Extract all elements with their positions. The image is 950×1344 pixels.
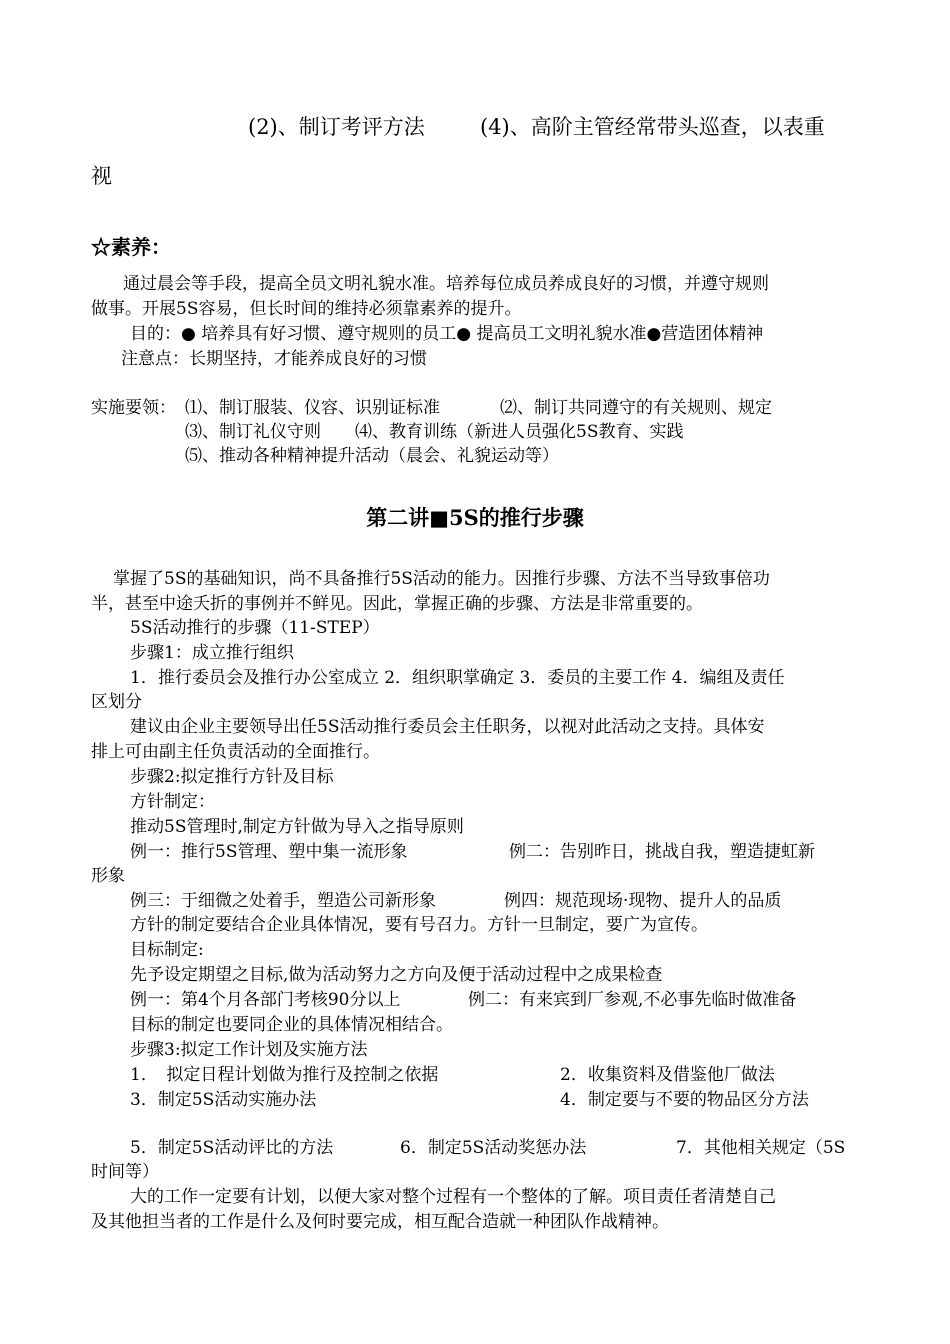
step3-heading: 步骤3:拟定工作计划及实施方法	[130, 1040, 368, 1060]
policy-desc: 推动5S管理时,制定方针做为导入之指导原则	[130, 817, 464, 837]
suyang-note: 注意点：长期坚持，才能养成良好的习惯	[121, 349, 427, 369]
step1-heading: 步骤1：成立推行组织	[130, 643, 294, 663]
step3-item-2: 2．收集资料及借鉴他厂做法	[560, 1065, 775, 1085]
suyang-paragraph-line2: 做事。开展5S容易，但长时间的维持必须靠素养的提升。	[91, 299, 522, 319]
top-item-2: (2)、制订考评方法	[248, 115, 425, 139]
intro-line2: 半，甚至中途夭折的事例并不鲜见。因此，掌握正确的步骤、方法是非常重要的。	[91, 594, 703, 614]
final-paragraph-line1: 大的工作一定要有计划，以便大家对整个过程有一个整体的了解。项目责任者清楚自己	[130, 1187, 776, 1207]
goal-label: 目标制定:	[130, 940, 204, 960]
policy-example-3: 例三：于细微之处着手，塑造公司新形象	[130, 891, 436, 911]
suyang-paragraph-line1: 通过晨会等手段，提高全员文明礼貌水准。培养每位成员养成良好的习惯，并遵守规则	[123, 274, 769, 294]
section-heading-suyang: ☆素养：	[91, 235, 171, 259]
impl-item-4: ⑷、教育训练（新进人员强化5S教育、实践	[355, 422, 684, 442]
goal-example-1: 例一：第4个月各部门考核90分以上	[130, 990, 401, 1010]
lecture-title: 第二讲■5S的推行步骤	[366, 505, 584, 530]
policy-note: 方针的制定要结合企业具体情况，要有号召力。方针一旦制定，要广为宣传。	[130, 915, 708, 935]
step3-item-7: 7．其他相关规定（5S	[676, 1138, 846, 1158]
impl-item-5: ⑸、推动各种精神提升活动（晨会、礼貌运动等）	[185, 446, 559, 466]
intro-line1: 掌握了5S的基础知识，尚不具备推行5S活动的能力。因推行步骤、方法不当导致事倍功	[113, 569, 770, 589]
top-item-4: (4)、高阶主管经常带头巡查，以表重	[480, 115, 825, 139]
top-item-4-cont: 视	[91, 164, 112, 188]
step3-item-5: 5．制定5S活动评比的方法	[130, 1138, 334, 1158]
goal-note: 目标的制定也要同企业的具体情况相结合。	[130, 1015, 453, 1035]
step1-items-line1: 1．推行委员会及推行办公室成立 2．组织职掌确定 3．委员的主要工作 4．编组及责任	[130, 668, 785, 688]
policy-label: 方针制定：	[130, 792, 215, 812]
step3-item-1: 1． 拟定日程计划做为推行及控制之依据	[130, 1065, 439, 1085]
suyang-purpose: 目的：● 培养具有好习惯、遵守规则的员工● 提高员工文明礼貌水准●营造团体精神	[130, 324, 764, 344]
impl-label: 实施要领：	[91, 398, 176, 418]
final-paragraph-line2: 及其他担当者的工作是什么及何时要完成，相互配合造就一种团队作战精神。	[91, 1212, 669, 1232]
step1-paragraph-line1: 建议由企业主要领导出任5S活动推行委员会主任职务，以视对此活动之支持。具体安	[130, 717, 765, 737]
step3-item-7-cont: 时间等）	[91, 1162, 159, 1182]
step2-heading: 步骤2:拟定推行方针及目标	[130, 767, 334, 787]
step3-item-6: 6．制定5S活动奖惩办法	[400, 1138, 587, 1158]
policy-example-1: 例一：推行5S管理、塑中集一流形象	[130, 842, 408, 862]
steps-title: 5S活动推行的步骤（11-STEP）	[130, 618, 380, 638]
goal-example-2: 例二：有来宾到厂参观,不必事先临时做准备	[468, 990, 797, 1010]
policy-example-2-cont: 形象	[91, 866, 125, 886]
policy-example-4: 例四：规范现场·现物、提升人的品质	[504, 891, 782, 911]
step3-item-4: 4．制定要与不要的物品区分方法	[560, 1090, 809, 1110]
goal-desc: 先予设定期望之目标,做为活动努力之方向及便于活动过程中之成果检查	[130, 965, 663, 985]
step1-paragraph-line2: 排上可由副主任负责活动的全面推行。	[91, 742, 380, 762]
impl-item-2: ⑵、制订共同遵守的有关规则、规定	[500, 398, 772, 418]
policy-example-2: 例二：告别昨日，挑战自我，塑造捷虹新	[509, 842, 815, 862]
impl-item-3: ⑶、制订礼仪守则	[185, 422, 321, 442]
step1-items-line2: 区划分	[91, 692, 142, 712]
impl-item-1: ⑴、制订服装、仪容、识别证标准	[185, 398, 440, 418]
step3-item-3: 3．制定5S活动实施办法	[130, 1090, 317, 1110]
